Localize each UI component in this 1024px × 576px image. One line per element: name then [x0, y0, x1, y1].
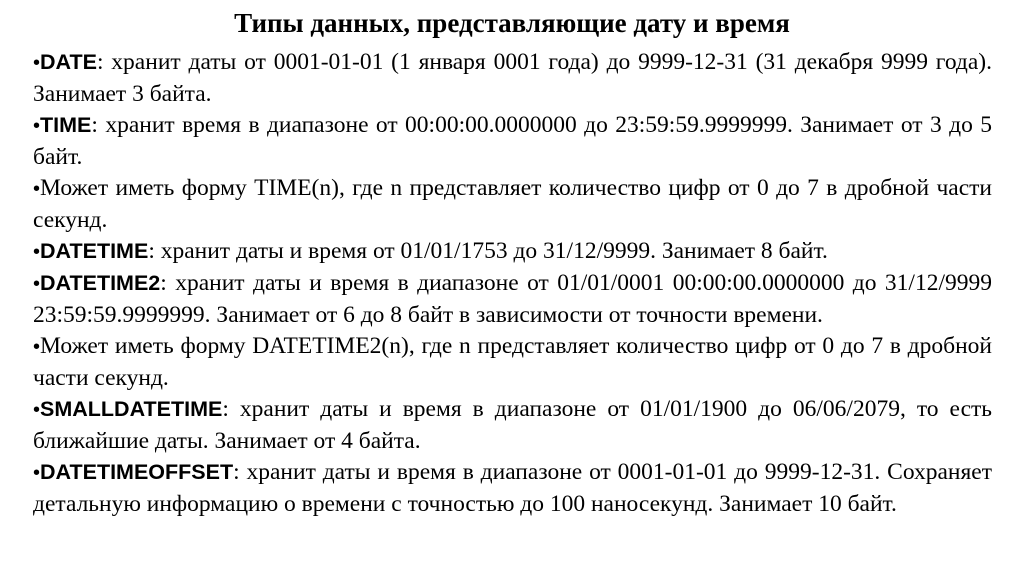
bullet-icon: • [33, 336, 41, 358]
type-description: : хранит даты и время в диапазоне от 01/01/0001 00:00:00.0000000 до 31/12/9999 23:59:59.9999999. Занимает от 6 до 8 байт в зависимости от точности времени. [33, 270, 992, 328]
list-item-datetime2-form [33, 331, 992, 394]
bullet-icon: • [33, 241, 41, 263]
type-description: Может иметь форму DATETIME2(n), где n представляет количество цифр от 0 до 7 в дробной части секунд. [33, 333, 992, 391]
type-description: Может иметь форму TIME(n), где n представляет количество цифр от 0 до 7 в дробной части секунд. [33, 175, 992, 233]
bullet-list [33, 47, 992, 520]
type-name: SMALLDATETIME [40, 397, 223, 421]
list-item-time [33, 110, 992, 173]
type-name: DATETIME [40, 239, 149, 263]
bullet-icon: • [33, 52, 41, 74]
type-name: DATETIME2 [40, 271, 161, 295]
type-description: : хранит даты и время в диапазоне от 0001-01-01 до 9999-12-31. Сохраняет детальную информацию о времени с точностью до 100 наносекунд. Занимает 10 байт. [33, 459, 992, 517]
type-description: : хранит даты и время в диапазоне от 01/01/1900 до 06/06/2079, то есть ближайшие даты. Занимает от 4 байта. [33, 396, 992, 454]
bullet-icon: • [33, 115, 41, 137]
type-description: : хранит даты от 0001-01-01 (1 января 0001 года) до 9999-12-31 (31 декабря 9999 года). Занимает 3 байта. [33, 49, 992, 107]
bullet-icon: • [33, 178, 41, 200]
list-item-time-form [33, 173, 992, 236]
type-name: DATE [40, 50, 97, 74]
list-item-date [33, 47, 992, 110]
slide-title: Типы данных, представляющие дату и время [234, 8, 790, 38]
type-description: : хранит даты и время от 01/01/1753 до 31/12/9999. Занимает 8 байт. [148, 238, 828, 264]
type-name: TIME [40, 113, 92, 137]
type-name: DATETIMEOFFSET [40, 460, 234, 484]
bullet-icon: • [33, 462, 41, 484]
bullet-icon: • [33, 399, 41, 421]
list-item-smalldatetime [33, 394, 992, 457]
type-description: : хранит время в диапазоне от 00:00:00.0000000 до 23:59:59.9999999. Занимает от 3 до 5 байт. [33, 112, 992, 170]
list-item-datetimeoffset [33, 457, 992, 520]
bullet-icon: • [33, 273, 41, 295]
list-item-datetime2 [33, 268, 992, 331]
list-item-datetime [33, 236, 992, 268]
